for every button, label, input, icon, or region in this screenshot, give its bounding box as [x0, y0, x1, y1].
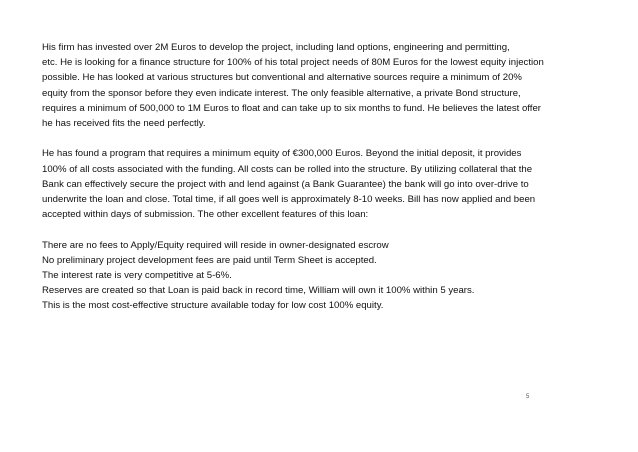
document-body — [42, 40, 590, 314]
paragraph-line: His firm has invested over 2M Euros to develop the project, including land options, engineering and permitting, — [42, 42, 510, 53]
paragraph-line: accepted within days of submission. The other excellent features of this loan: — [42, 209, 369, 221]
paragraph-line: Bank can effectively secure the project with and lend against (a Bank Guarantee) the bank will go into over-drive to — [42, 178, 529, 190]
feature-item: No preliminary project development fees are paid until Term Sheet is accepted. — [42, 254, 377, 266]
feature-item: There are no fees to Apply/Equity required will reside in owner-designated escrow — [42, 239, 389, 251]
paragraph-spacer — [42, 131, 590, 146]
paragraph-line: He has found a program that requires a minimum equity of €300,000 Euros. Beyond the initial deposit, it provides — [42, 148, 522, 160]
feature-item: This is the most cost-effective structure available today for low cost 100% equity. — [42, 300, 384, 312]
paragraph-line: etc. He is looking for a finance structure for 100% of his total project needs of 80M Euros for the lowest equity injection — [42, 57, 544, 69]
paragraph-line: he has received fits the need perfectly. — [42, 118, 206, 130]
feature-list — [42, 238, 590, 314]
feature-item: The interest rate is very competitive at 5-6%. — [42, 270, 232, 282]
paragraph-line: requires a minimum of 500,000 to 1M Euros to float and can take up to six months to fund. He believes the latest offer — [42, 102, 541, 114]
feature-item: Reserves are created so that Loan is paid back in record time, William will own it 100% within 5 years. — [42, 285, 475, 297]
paragraph-program — [42, 146, 590, 222]
paragraph-line: equity from the sponsor before they even indicate interest. The only feasible alternative, a private Bond structure, — [42, 87, 521, 99]
page-number: 5 — [526, 394, 530, 400]
paragraph-spacer — [42, 222, 590, 237]
paragraph-line: underwrite the loan and close. Total time, if all goes well is approximately 8-10 weeks. Bill has now applied and been — [42, 194, 536, 206]
paragraph-firm-investment — [42, 40, 590, 131]
paragraph-line: 100% of all costs associated with the funding. All costs can be rolled into the structure. By utilizing collateral that the — [42, 163, 533, 175]
paragraph-line: possible. He has looked at various structures but conventional and alternative sources require a minimum of 20% — [42, 72, 522, 84]
